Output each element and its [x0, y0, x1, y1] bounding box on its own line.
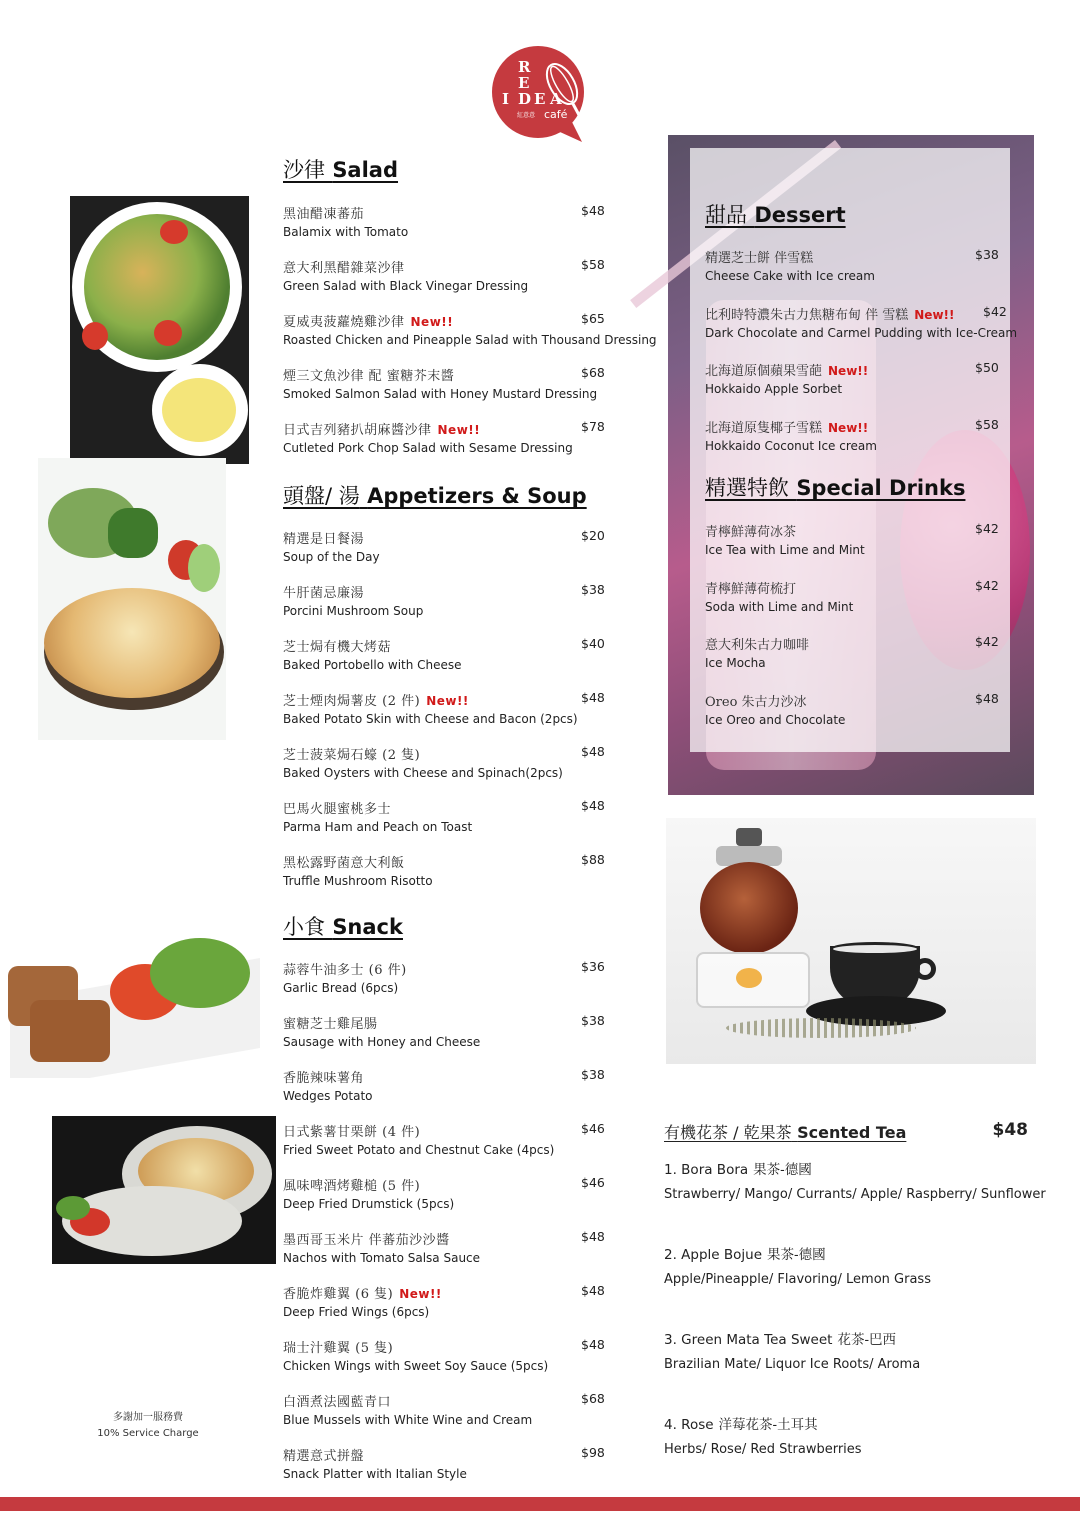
- salad-item: [283, 257, 613, 293]
- tea-item-ingredients: Strawberry/ Mango/ Currants/ Apple/ Raspberry/ Sunflower: [664, 1187, 1046, 1202]
- item-price: $48: [581, 203, 605, 218]
- item-name-zh-text: 芝士菠菜焗石蠔 (2 隻): [283, 748, 421, 763]
- item-name-zh: [705, 304, 1005, 323]
- item-name-zh-text: 芝士焗有機大烤菇: [283, 640, 392, 655]
- item-name-zh-text: 黑松露野菌意大利飯: [283, 856, 405, 871]
- item-name-zh: [283, 1175, 613, 1194]
- item-name-zh: [283, 1337, 613, 1356]
- salad-item: [283, 203, 613, 239]
- snack-item: [283, 1283, 613, 1319]
- logo-small-text: 紅意意: [517, 112, 536, 119]
- drinks-item: [705, 634, 1005, 670]
- drinks-title-zh: 精選特飲: [705, 476, 789, 500]
- item-name-zh: [283, 582, 613, 601]
- tea-item-name-en: 2. Apple Bojue: [664, 1247, 763, 1263]
- appetizers-item: [283, 636, 613, 672]
- tea-title-en: Scented Tea: [797, 1123, 907, 1142]
- item-price: $42: [983, 303, 1007, 319]
- item-price: $46: [581, 1121, 605, 1136]
- item-name-en: Chicken Wings with Sweet Soy Sauce (5pcs): [283, 1359, 549, 1373]
- item-name-en: Green Salad with Black Vinegar Dressing: [283, 279, 529, 293]
- item-name-zh-text: 蜜糖芝士雞尾腸: [283, 1017, 378, 1032]
- logo-letter-i: I: [502, 90, 510, 108]
- item-price: $68: [581, 365, 605, 380]
- item-price: $48: [581, 798, 605, 813]
- appetizers-item: [283, 528, 613, 564]
- drinks-item: [705, 521, 1005, 557]
- tea-item-name-zh: 果茶-德國: [767, 1247, 826, 1263]
- item-name-zh-text: 煙三文魚沙律 配 蜜糖芥末醬: [283, 369, 455, 384]
- tea-item-name-zh: 花茶-巴西: [837, 1332, 897, 1348]
- item-price: $48: [975, 690, 999, 706]
- item-name-zh: [705, 417, 1005, 436]
- salad-item: [283, 365, 613, 401]
- item-name-zh-text: 風味啤酒烤雞槌 (5 件): [283, 1179, 421, 1194]
- appetizers-item: [283, 852, 613, 888]
- logo-letter-r: R: [518, 58, 531, 76]
- service-charge-en: 10% Service Charge: [97, 1428, 199, 1439]
- item-name-zh: [283, 1067, 613, 1086]
- item-price: $48: [581, 744, 605, 759]
- item-name-en: Sausage with Honey and Cheese: [283, 1035, 481, 1049]
- salad-item: [283, 419, 613, 455]
- dessert-section-title: [705, 199, 846, 229]
- item-name-en: Roasted Chicken and Pineapple Salad with Thousand Dressing: [283, 333, 657, 347]
- tea-item-name-zh: 果茶-德國: [753, 1162, 812, 1178]
- item-name-zh-text: 北海道原個蘋果雪葩: [705, 364, 823, 379]
- salad-photo: [70, 196, 249, 464]
- item-name-en: Truffle Mushroom Risotto: [283, 874, 433, 888]
- new-badge: New!!: [828, 364, 869, 378]
- item-price: $58: [975, 416, 999, 432]
- item-price: $48: [581, 1283, 605, 1298]
- item-name-en: Baked Potato Skin with Cheese and Bacon (2pcs): [283, 712, 578, 726]
- item-name-en: Soup of the Day: [283, 550, 380, 564]
- item-price: $98: [581, 1445, 605, 1460]
- item-name-en: Baked Portobello with Cheese: [283, 658, 462, 672]
- item-name-zh-text: 青檸鮮薄荷冰茶: [705, 525, 797, 540]
- logo-letter-e2: E: [534, 90, 546, 108]
- snack-section-title: [283, 911, 403, 941]
- item-name-en: Parma Ham and Peach on Toast: [283, 820, 473, 834]
- item-name-zh-text: 巴馬火腿蜜桃多士: [283, 802, 392, 817]
- item-price: $78: [581, 419, 605, 434]
- dessert-item: [705, 303, 1018, 340]
- dessert-title-en: Dessert: [754, 203, 846, 227]
- item-name-en: Deep Fried Drumstick (5pcs): [283, 1197, 455, 1211]
- item-name-en: Baked Oysters with Cheese and Spinach(2pcs): [283, 766, 563, 780]
- item-price: $58: [581, 257, 605, 272]
- item-name-zh-text: 蒜蓉牛油多士 (6 件): [283, 963, 407, 978]
- item-name-zh-text: 香脆炸雞翼 (6 隻): [283, 1287, 394, 1302]
- item-name-zh: [283, 1229, 613, 1248]
- tea-item-name: [664, 1328, 896, 1348]
- cafe-logo: [490, 44, 590, 144]
- item-name-zh: [283, 959, 613, 978]
- item-name-zh: [283, 798, 613, 817]
- new-badge: New!!: [426, 694, 469, 708]
- tea-item-name-zh: 洋莓花茶-土耳其: [718, 1417, 818, 1433]
- item-name-en: Fried Sweet Potato and Chestnut Cake (4pcs): [283, 1143, 555, 1157]
- item-name-en: Blue Mussels with White Wine and Cream: [283, 1413, 533, 1427]
- appetizers-title-zh: 頭盤/ 湯: [283, 484, 360, 508]
- item-price: $50: [975, 360, 999, 375]
- item-price: $38: [975, 247, 999, 262]
- item-name-en: Balamix with Tomato: [283, 225, 409, 239]
- item-name-en: Deep Fried Wings (6pcs): [283, 1305, 430, 1319]
- bottom-bar: [0, 1497, 1080, 1511]
- appetizers-item: [283, 744, 613, 780]
- item-name-zh-text: Oreo 朱古力沙冰: [705, 694, 807, 710]
- item-name-en: Garlic Bread (6pcs): [283, 981, 399, 995]
- snack-item: [283, 1391, 613, 1427]
- item-price: $38: [581, 582, 605, 597]
- snack-item: [283, 1067, 613, 1103]
- appetizers-item: [283, 582, 613, 618]
- new-badge: New!!: [399, 1287, 442, 1301]
- item-name-zh: [283, 311, 613, 330]
- tea-item-name-en: 1. Bora Bora: [664, 1162, 749, 1178]
- item-name-zh-text: 精選芝士餅 伴雪糕: [705, 251, 814, 266]
- service-charge-note: [80, 1410, 216, 1442]
- item-price: $42: [975, 577, 999, 593]
- item-name-zh: [283, 1391, 613, 1410]
- item-name-zh: [283, 1283, 613, 1302]
- snack-item: [283, 1121, 613, 1157]
- tea-item-ingredients: Brazilian Mate/ Liquor Ice Roots/ Aroma: [664, 1357, 921, 1372]
- item-name-zh-text: 北海道原隻椰子雪糕: [705, 420, 823, 436]
- item-name-zh-text: 夏威夷菠蘿燒雞沙律: [283, 315, 405, 330]
- item-name-en: Wedges Potato: [283, 1089, 373, 1103]
- snack-title-en: Snack: [332, 915, 403, 939]
- item-name-en: Soda with Lime and Mint: [705, 599, 854, 614]
- dessert-item: [705, 417, 1005, 453]
- new-badge: New!!: [914, 307, 955, 322]
- item-name-zh-text: 墨西哥玉米片 伴蕃茄沙沙醬: [283, 1233, 450, 1248]
- item-name-zh: [705, 521, 1005, 540]
- logo-letter-d: D: [518, 90, 532, 108]
- item-name-zh-text: 比利時特濃朱古力焦糖布甸 伴 雪糕: [705, 307, 909, 323]
- appetizers-title-en: Appetizers & Soup: [367, 484, 587, 508]
- snack-item: [283, 1337, 613, 1373]
- tea-item-ingredients: Apple/Pineapple/ Flavoring/ Lemon Grass: [664, 1272, 931, 1287]
- item-price: $40: [581, 636, 605, 651]
- item-name-zh: [705, 634, 1005, 653]
- appetizers-section-title: [283, 480, 587, 510]
- tea-item-name: [664, 1413, 818, 1433]
- item-price: $42: [975, 634, 999, 649]
- dessert-item: [705, 247, 1005, 283]
- item-price: $48: [581, 1337, 605, 1352]
- item-name-en: Nachos with Tomato Salsa Sauce: [283, 1251, 481, 1265]
- item-name-zh-text: 日式吉列豬扒胡麻醬沙律: [283, 423, 432, 438]
- tea-item-name: [664, 1243, 826, 1263]
- salad-section-title: [283, 154, 398, 184]
- tea-pot-photo: [666, 818, 1036, 1064]
- item-name-en: Cutleted Pork Chop Salad with Sesame Dressing: [283, 441, 573, 455]
- item-name-en: Hokkaido Coconut Ice cream: [705, 438, 877, 453]
- snack-item: [283, 1175, 613, 1211]
- item-name-zh-text: 精選是日餐湯: [283, 532, 365, 547]
- item-price: $48: [581, 1229, 605, 1244]
- item-name-zh: [283, 365, 613, 384]
- item-name-zh: [705, 247, 1005, 266]
- item-name-en: Hokkaido Apple Sorbet: [705, 382, 843, 396]
- item-name-zh: [705, 360, 1005, 379]
- item-price: $46: [581, 1175, 605, 1190]
- item-name-zh-text: 芝士煙肉焗薯皮 (2 件): [283, 694, 421, 709]
- item-name-zh-text: 牛肝菌忌廉湯: [283, 586, 365, 601]
- item-name-zh: [283, 852, 613, 871]
- drinks-title-en: Special Drinks: [796, 476, 966, 500]
- item-price: $48: [581, 690, 605, 705]
- item-name-zh-text: 意大利朱古力咖啡: [705, 638, 810, 653]
- drinks-item: [705, 578, 1005, 614]
- oyster-photo: [52, 1116, 276, 1264]
- item-name-zh-text: 精選意式拼盤: [283, 1449, 365, 1464]
- tea-item-name-en: 4. Rose: [664, 1417, 714, 1433]
- logo-letter-a: A: [550, 90, 562, 108]
- item-price: $20: [581, 528, 605, 543]
- item-name-zh-text: 黑油醋凍蕃茄: [283, 207, 365, 222]
- tea-item-ingredients: Herbs/ Rose/ Red Strawberries: [664, 1442, 862, 1457]
- new-badge: New!!: [410, 315, 454, 329]
- pork-cutlet-photo: [0, 920, 262, 1078]
- item-name-zh: [283, 636, 613, 655]
- tea-item-name: [664, 1158, 812, 1178]
- snack-item: [283, 1445, 613, 1481]
- logo-letter-e: E: [518, 74, 530, 92]
- item-price: $65: [581, 311, 605, 326]
- item-price: $42: [975, 521, 999, 536]
- item-name-zh-text: 意大利黑醋雜菜沙律: [283, 261, 405, 276]
- tea-section-title: [664, 1120, 1028, 1143]
- item-price: $38: [581, 1067, 605, 1082]
- item-price: $36: [581, 959, 605, 974]
- item-name-en: Ice Oreo and Chocolate: [705, 712, 846, 727]
- item-name-en: Ice Mocha: [705, 656, 766, 670]
- item-name-zh-text: 香脆辣味薯角: [283, 1071, 365, 1086]
- portobello-photo: [38, 458, 226, 740]
- snack-item: [283, 959, 613, 995]
- salad-item: [283, 311, 657, 347]
- item-name-en: Cheese Cake with Ice cream: [705, 269, 875, 283]
- item-name-zh: [283, 1013, 613, 1032]
- item-name-zh: [283, 528, 613, 547]
- item-name-en: Dark Chocolate and Carmel Pudding with Ice-Cream: [705, 325, 1018, 340]
- item-name-zh-text: 瑞士汁雞翼 (5 隻): [283, 1341, 394, 1356]
- item-price: $88: [581, 852, 605, 867]
- tea-price: $48: [992, 1120, 1028, 1140]
- item-name-en: Porcini Mushroom Soup: [283, 604, 424, 618]
- item-name-zh: [705, 578, 1005, 597]
- item-price: $38: [581, 1013, 605, 1028]
- item-name-zh-text: 白酒煮法國藍青口: [283, 1395, 392, 1410]
- drinks-item: [705, 691, 1005, 727]
- tea-title-zh: 有機花茶 / 乾果茶: [664, 1123, 792, 1142]
- item-price: $68: [581, 1391, 605, 1406]
- item-name-zh: [283, 690, 613, 709]
- salad-title-en: Salad: [332, 158, 399, 182]
- dessert-title-zh: 甜品: [705, 203, 747, 227]
- drinks-section-title: [705, 472, 965, 502]
- item-name-zh: [283, 1121, 613, 1140]
- item-name-zh: [283, 419, 613, 438]
- item-name-en: Snack Platter with Italian Style: [283, 1467, 467, 1481]
- snack-title-zh: 小食: [283, 915, 325, 939]
- tea-item-name-en: 3. Green Mata Tea Sweet: [664, 1332, 833, 1348]
- logo-cafe-word: café: [544, 108, 568, 121]
- item-name-zh: [705, 691, 1005, 710]
- salad-title-zh: 沙律: [283, 158, 325, 182]
- new-badge: New!!: [437, 423, 481, 437]
- service-charge-zh: 多謝加一服務費: [113, 1412, 183, 1423]
- snack-item: [283, 1229, 613, 1265]
- item-name-zh-text: 青檸鮮薄荷梳打: [705, 581, 797, 597]
- item-name-en: Smoked Salmon Salad with Honey Mustard Dressing: [283, 387, 598, 401]
- item-name-en: Ice Tea with Lime and Mint: [705, 543, 865, 557]
- item-name-zh-text: 日式紫薯甘栗餅 (4 件): [283, 1125, 421, 1140]
- item-name-zh: [283, 744, 613, 763]
- item-name-zh: [283, 257, 613, 276]
- snack-item: [283, 1013, 613, 1049]
- item-name-zh: [283, 203, 613, 222]
- new-badge: New!!: [828, 420, 869, 435]
- dessert-item: [705, 360, 1005, 396]
- appetizers-item: [283, 798, 613, 834]
- appetizers-item: [283, 690, 613, 726]
- item-name-zh: [283, 1445, 613, 1464]
